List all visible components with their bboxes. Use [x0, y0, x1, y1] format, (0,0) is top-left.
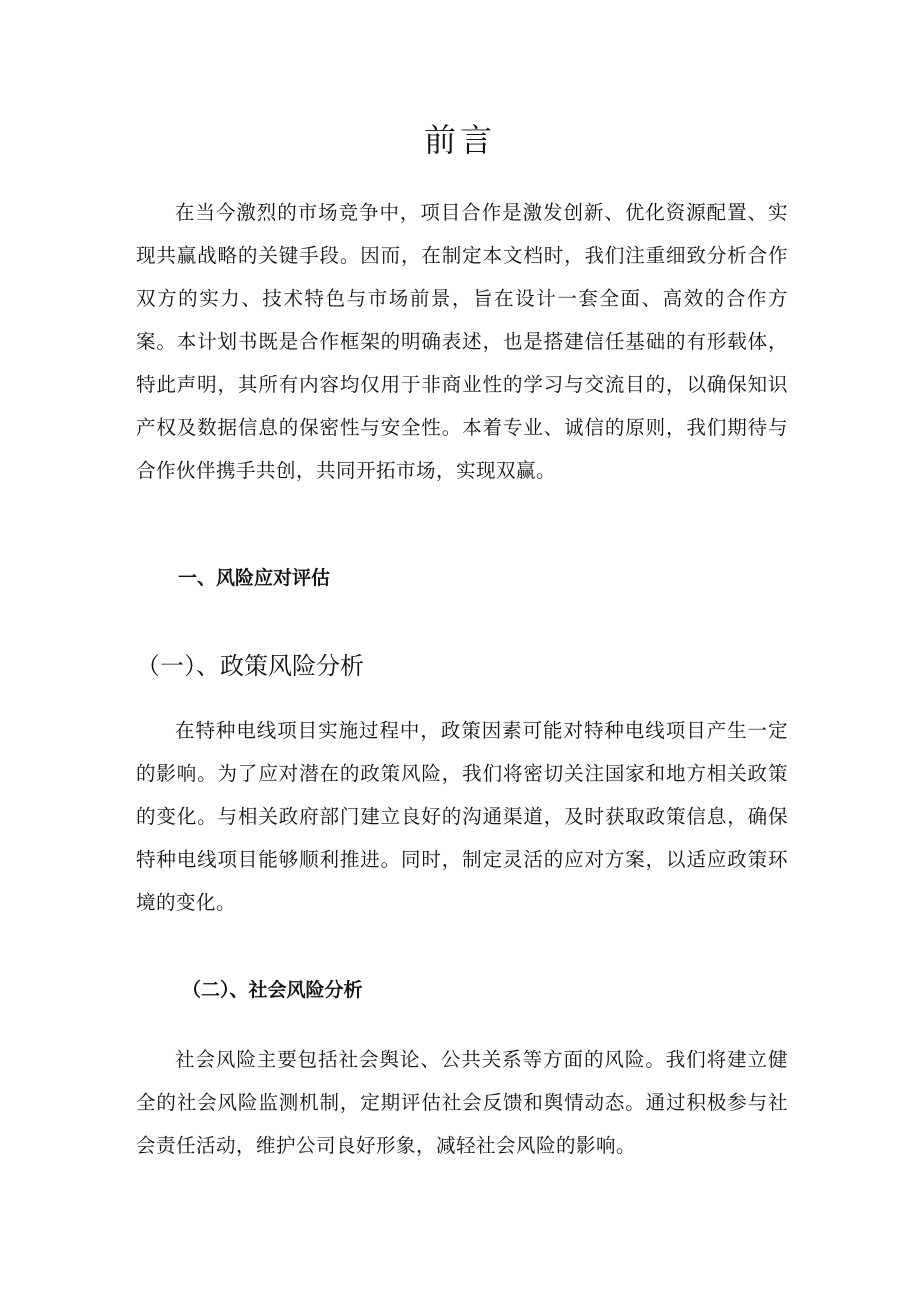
subsection-heading-policy-risk: （一）、政策风险分析 — [136, 652, 364, 680]
policy-risk-paragraph: 在特种电线项目实施过程中，政策因素可能对特种电线项目产生一定的影响。为了应对潜在的政策风险，我们将密切关注国家和地方相关政策的变化。与相关政府部门建立良好的沟通渠道，及时获取政策信息，确保特种电线项目能够顺利推进。同时，制定灵活的应对方案，以适应政策环境的变化。 — [136, 719, 788, 914]
intro-paragraph: 在当今激烈的市场竞争中，项目合作是激发创新、优化资源配置、实现共赢战略的关键手段。因而，在制定本文档时，我们注重细致分析合作双方的实力、技术特色与市场前景，旨在设计一套全面、高效的合作方案。本计划书既是合作框架的明确表述，也是搭建信任基础的有形载体，特此声明，其所有内容均仅用于非商业性的学习与交流目的，以确保知识产权及数据信息的保密性与安全性。本着专业、诚信的原则，我们期待与合作伙伴携手共创，共同开拓市场，实现双赢。 — [136, 201, 788, 482]
social-risk-paragraph: 社会风险主要包括社会舆论、公共关系等方面的风险。我们将建立健全的社会风险监测机制，定期评估社会反馈和舆情动态。通过积极参与社会责任活动，维护公司良好形象，减轻社会风险的影响。 — [136, 1048, 788, 1157]
section-heading-risk-assessment: 一、风险应对评估 — [178, 567, 331, 589]
subsection-heading-social-risk: （二）、社会风险分析 — [182, 979, 363, 1001]
page-title: 前言 — [423, 121, 496, 159]
